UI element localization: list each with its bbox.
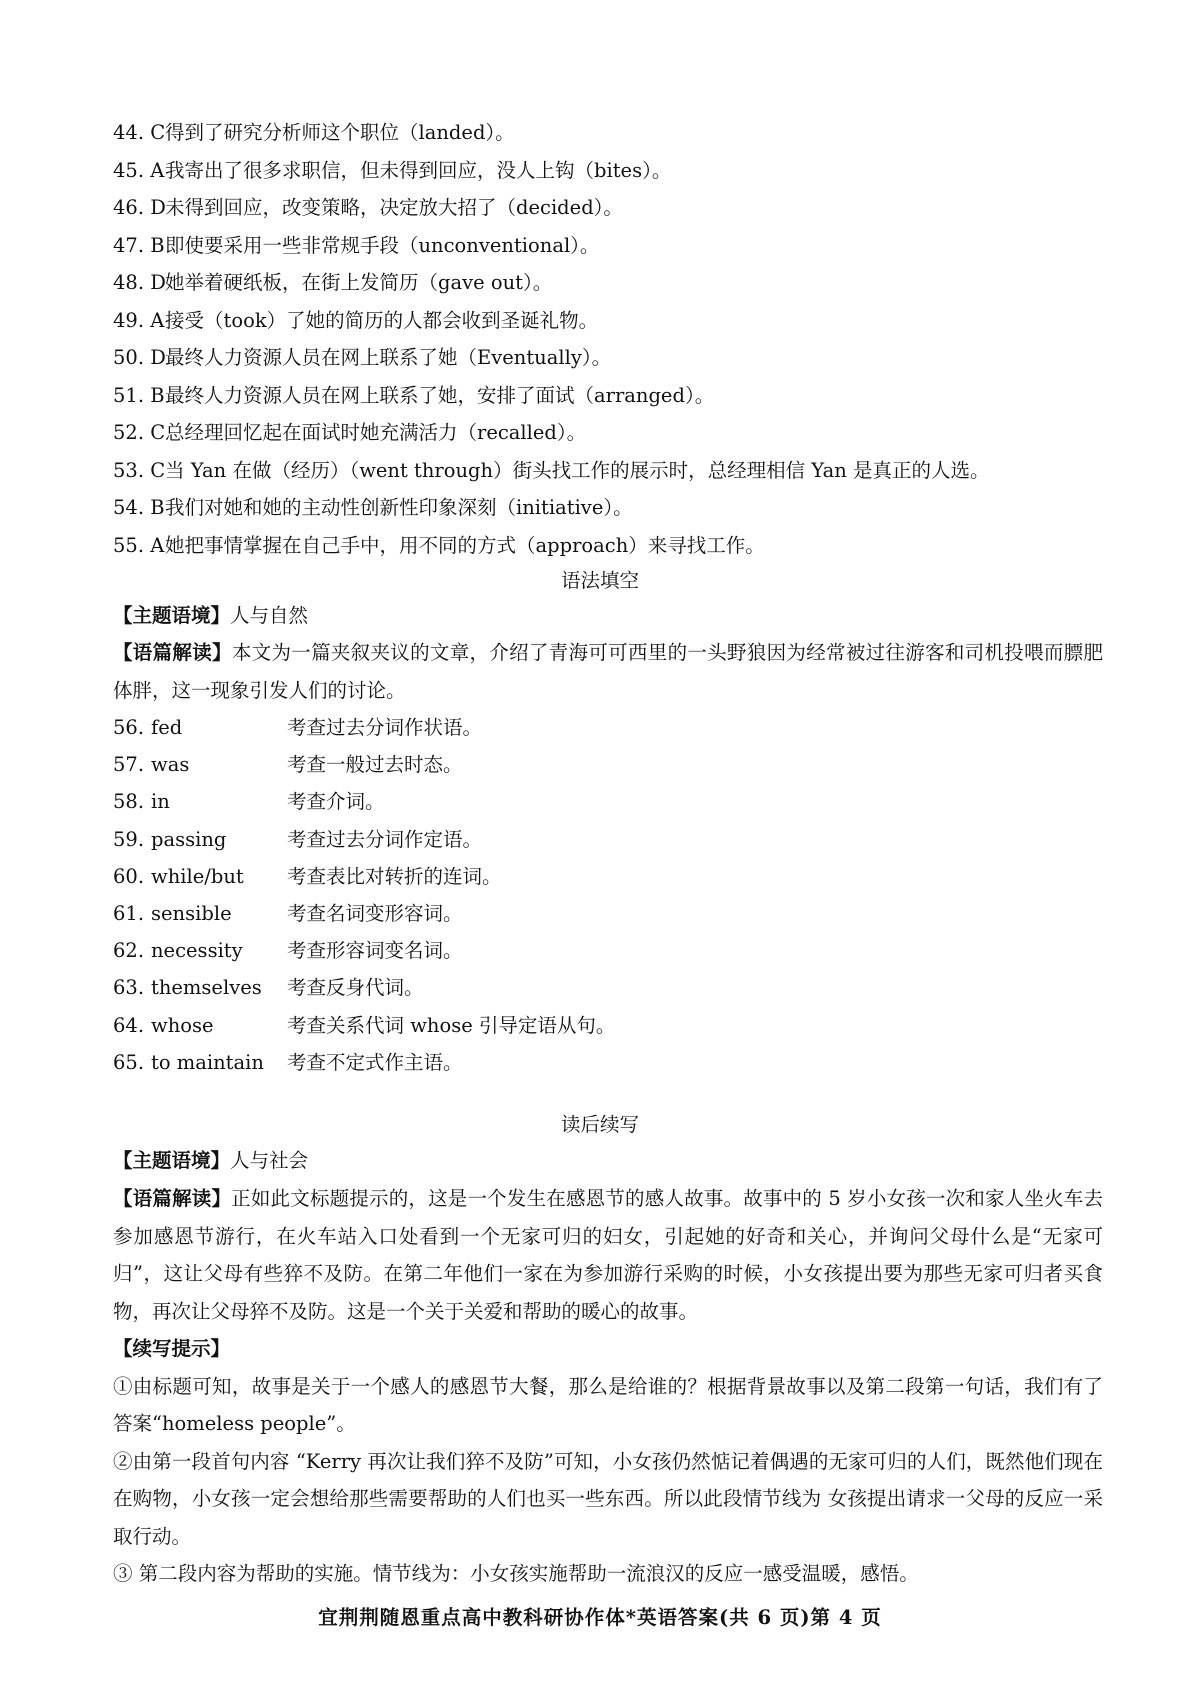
grammar-number: 62. <box>113 939 145 963</box>
answer-line <box>113 339 1113 377</box>
grammar-answer-note: 考查关系代词 whose 引导定语从句。 <box>287 1013 616 1037</box>
theme-tag: 【主题语境】 <box>113 604 231 627</box>
answer-line <box>113 527 1113 565</box>
grammar-answer-line <box>113 783 1013 820</box>
analysis-text: 本文为一篇夹叙夹议的文章，介绍了青海可可西里的一头野狼因为经常被过往游客和司机投喂而膘肥体胖，这一现象引发人们的讨论。 <box>113 641 1103 702</box>
theme-text: 人与自然 <box>230 604 309 627</box>
grammar-answer-word: was <box>151 753 190 777</box>
answer-line <box>113 489 1113 527</box>
grammar-number: 58. <box>113 790 145 814</box>
answer-number: 51. B <box>113 383 165 407</box>
answer-number: 52. C <box>113 421 166 444</box>
grammar-answer-line <box>113 932 1013 969</box>
answer-explanation: 我们对她和她的主动性创新性印象深刻（initiative）。 <box>165 496 633 519</box>
grammar-answer-note: 考查名词变形容词。 <box>287 901 463 925</box>
answer-explanation: 即使要采用一些非常规手段（unconventional）。 <box>165 233 600 257</box>
answer-explanation: 当 Yan 在做（经历）（went through）街头找工作的展示时，总经理相信 Yan 是真正的人选。 <box>165 458 990 482</box>
grammar-answer-word: whose <box>151 1013 214 1037</box>
grammar-answer-word: fed <box>151 716 183 739</box>
answer-number: 49. A <box>113 308 165 332</box>
tip-paragraph-1: ①由标题可知，故事是关于一个感人的感恩节大餐，那么是给谁的？根据背景故事以及第二段第一句话，我们有了答案“homeless people”。 <box>113 1374 1103 1435</box>
grammar-answer-line <box>113 746 1013 783</box>
grammar-number: 63. <box>113 976 145 1000</box>
grammar-answer-note: 考查过去分词作状语。 <box>287 716 483 739</box>
answer-explanation: 最终人力资源人员在网上联系了她（Eventually）。 <box>165 346 612 369</box>
grammar-answer-note: 考查表比对转折的连词。 <box>287 864 502 888</box>
grammar-number: 60. <box>113 864 145 888</box>
continuation-tips <box>113 1330 1103 1593</box>
grammar-number: 57. <box>113 753 145 777</box>
grammar-answer-line <box>113 821 1013 858</box>
grammar-answer-list <box>113 709 1013 1081</box>
grammar-answer-line <box>113 1007 1013 1044</box>
theme-tag: 【主题语境】 <box>113 1149 231 1172</box>
grammar-number: 59. <box>113 827 145 851</box>
answer-number: 46. D <box>113 196 166 219</box>
grammar-number: 64. <box>113 1013 145 1037</box>
answer-explanation: 接受（took）了她的简历的人都会收到圣诞礼物。 <box>165 308 599 332</box>
answer-explanation: 未得到回应，改变策略，决定放大招了（decided）。 <box>165 196 623 219</box>
grammar-answer-note: 考查反身代词。 <box>287 976 424 1000</box>
page-footer: 宜荆荆随恩重点高中教科研协作体*英语答案(共 6 页)第 4 页 <box>318 1606 882 1629</box>
grammar-answer-line <box>113 709 1013 746</box>
answer-line <box>113 189 1113 227</box>
answer-line <box>113 152 1113 190</box>
answer-line <box>113 114 1113 152</box>
answer-explanation: 她把事情掌握在自己手中，用不同的方式（approach）来寻找工作。 <box>165 533 765 557</box>
analysis-paragraph <box>113 1180 1103 1330</box>
grammar-answer-note: 考查不定式作主语。 <box>287 1050 463 1074</box>
answer-number: 50. D <box>113 346 166 369</box>
continuation-analysis <box>113 1180 1103 1330</box>
grammar-answer-word: to maintain <box>151 1050 264 1074</box>
tip-paragraph-2: ②由第一段首句内容 “Kerry 再次让我们猝不及防”可知，小女孩仍然惦记着偶遇的无家可归的人们，既然他们现在在购物，小女孩一定会想给那些需要帮助的人们也买一些东西。所以此段情节线为 女孩提出请求一父母的反应一采取行动。 <box>113 1449 1103 1548</box>
answer-explanation: 得到了研究分析师这个职位（landed）。 <box>165 121 515 144</box>
theme-text: 人与社会 <box>230 1149 309 1172</box>
grammar-answer-line <box>113 858 1013 895</box>
grammar-answer-line <box>113 969 1013 1006</box>
answer-number: 44. C <box>113 121 166 144</box>
grammar-answer-note: 考查过去分词作定语。 <box>287 827 483 851</box>
analysis-paragraph <box>113 634 1103 709</box>
continuation-theme <box>113 1142 1103 1180</box>
answer-number: 48. D <box>113 271 166 294</box>
analysis-text: 正如此文标题提示的，这是一个发生在感恩节的感人故事。故事中的 5 岁小女孩一次和家人坐火车去参加感恩节游行，在火车站入口处看到一个无家可归的妇女，引起她的好奇和关心，并询问父母什么是“无家可归”，这让父母有些猝不及防。在第二年他们一家在为参加游行采购的时候，小女孩提出要为那些无家可归者买食物，再次让父母猝不及防。这是一个关于关爱和帮助的暖心的故事。 <box>113 1187 1103 1323</box>
grammar-answer-note: 考查形容词变名词。 <box>287 939 463 963</box>
answer-number: 55. A <box>113 533 165 557</box>
answer-number: 47. B <box>113 233 165 257</box>
grammar-answer-word: while/but <box>151 864 244 888</box>
grammar-answer-word: in <box>151 790 170 814</box>
grammar-number: 56. <box>113 716 145 739</box>
answer-number: 54. B <box>113 496 165 519</box>
grammar-section-title: 语法填空 <box>560 569 639 592</box>
grammar-number: 61. <box>113 901 145 925</box>
analysis-tag: 【语篇解读】 <box>113 1187 232 1210</box>
tip-paragraph-3: ③ 第二段内容为帮助的实施。情节线为：小女孩实施帮助一流浪汉的反应一感受温暖，感悟。 <box>113 1562 919 1585</box>
tips-tag: 【续写提示】 <box>113 1337 231 1360</box>
grammar-answer-word: sensible <box>151 901 232 925</box>
grammar-answer-word: themselves <box>151 976 262 1000</box>
answer-line <box>113 227 1113 265</box>
answer-list <box>113 114 1113 564</box>
answer-number: 53. C <box>113 458 166 482</box>
answer-line <box>113 302 1113 340</box>
answer-line <box>113 264 1113 302</box>
answer-line <box>113 377 1113 415</box>
grammar-answer-line <box>113 895 1013 932</box>
analysis-tag: 【语篇解读】 <box>113 641 232 664</box>
answer-line <box>113 414 1113 452</box>
answer-number: 45. A <box>113 158 165 182</box>
grammar-answer-word: passing <box>151 827 227 851</box>
answer-explanation: 总经理回忆起在面试时她充满活力（recalled）。 <box>165 421 587 444</box>
grammar-answer-line <box>113 1044 1013 1081</box>
answer-line <box>113 452 1113 490</box>
grammar-answer-note: 考查一般过去时态。 <box>287 753 463 777</box>
answer-explanation: 她举着硬纸板，在街上发简历（gave out）。 <box>165 271 553 294</box>
answer-explanation: 最终人力资源人员在网上联系了她，安排了面试（arranged）。 <box>165 383 715 407</box>
grammar-number: 65. <box>113 1050 145 1074</box>
grammar-theme <box>113 597 1103 635</box>
grammar-answer-note: 考查介词。 <box>287 790 385 814</box>
grammar-analysis <box>113 634 1103 709</box>
grammar-answer-word: necessity <box>151 939 243 963</box>
answer-explanation: 我寄出了很多求职信，但未得到回应，没人上钩（bites）。 <box>165 158 672 182</box>
continuation-section-title: 读后续写 <box>560 1113 639 1136</box>
